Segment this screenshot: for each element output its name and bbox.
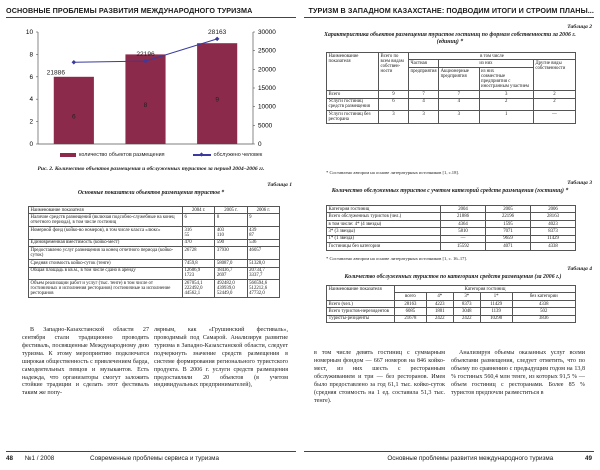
table4-row <box>327 300 576 307</box>
table1-body <box>29 214 280 298</box>
table2-cell: 3 <box>409 111 439 124</box>
paragraph: В Западно-Казахстанской области 27 сентября стали традиционно проводить фестиваль, посвященные Международному дню туризма. К этому мероприятию подключатся широкая общественность с привлечением барда, самодеятельных певцов и музыкантов. Есть надежда, что организаторы смогут заложить стойкие традиции и сделать этот фестиваль таким же попу- <box>22 327 149 397</box>
table4-subheader-cell: 4* <box>426 293 453 300</box>
table4-cell: 6085 <box>395 308 427 315</box>
table2-cell: 3 <box>479 91 533 98</box>
table4-cell: 3836 <box>512 315 575 322</box>
table3-title: Количество обслуженных туристов с учетом категорий средств размещения (гостиниц) * <box>331 188 569 194</box>
table3-note: * Составлено автором на основе литературных источников [1, с. 16–17]. <box>326 256 468 261</box>
bar <box>197 43 237 144</box>
table3-cell: 4338 <box>531 243 576 250</box>
table4-cell: 3048 <box>453 308 480 315</box>
table4-cell: Всего (чел.) <box>327 300 395 307</box>
line-label: 22196 <box>136 51 155 59</box>
table2-col-total: Всего по всем видам собствен-ности <box>379 53 409 91</box>
table2-cell: 2 <box>479 98 533 111</box>
table2-sub-private-ent: предприятия <box>409 67 439 90</box>
right-tick-label: 5000 <box>258 122 273 130</box>
table3-cell: Гостиницы без категории <box>327 243 441 250</box>
line-label: 21886 <box>46 69 66 77</box>
header-rule <box>304 17 594 18</box>
table1-cell: Объем реализации работ и услуг (тыс. тенге) в том числе от гостиничных и исполнения ресторанов) гостиничные за исполнение ресторанов <box>29 280 183 298</box>
footer <box>387 455 592 462</box>
table4-cell: 21678 <box>395 315 427 322</box>
table2-row <box>327 91 576 98</box>
left-tick-label: 6 <box>29 73 33 81</box>
table2-cell: 2 <box>533 98 575 111</box>
table4-cell: 11429 <box>480 300 512 307</box>
table4-cell: 10290 <box>480 315 512 322</box>
legend-label-bars: количество объектов размещения <box>79 152 165 158</box>
table2-cell: 7 <box>439 91 479 98</box>
table3 <box>326 205 576 251</box>
table1-cell: 18436,7 2697 <box>215 267 247 280</box>
table2-cell: 6 <box>379 98 409 111</box>
text-column-1 <box>22 327 149 398</box>
table2-sub-from2: из них <box>481 68 495 74</box>
table2-cell: Услуги гостиниц средств размещения <box>327 98 379 111</box>
table3-cell: — <box>441 235 486 242</box>
table1-cell: Наличие средств размещений (включая подсобно-служебные на конец отчетного периода), в том числе гостиниц <box>29 214 183 227</box>
bar-label: 8 <box>143 102 148 110</box>
table4-cell: 28163 <box>395 300 427 307</box>
chart-legend <box>60 152 262 158</box>
table2-title: Характеристика объектов размещения туристов гостиниц по формам собственности за 2006 г. (единиц) * <box>324 32 576 45</box>
table2-sub-mixed-group <box>479 67 533 90</box>
left-tick-label: 0 <box>29 141 33 148</box>
running-head: ТУРИЗМ В ЗАПАДНОМ КАЗАХСТАНЕ: ПОДВОДИМ ИТОГИ И СТРОИМ ПЛАНЫ... <box>308 6 594 15</box>
table2-sub-other: Другие виды собственности <box>533 60 575 91</box>
table1-cell: 492482,0 439939,0 52449,0 <box>215 280 247 298</box>
table1-row <box>29 214 280 227</box>
table4-subheader-cell: 3* <box>453 293 480 300</box>
table2-cell: 9 <box>379 91 409 98</box>
page-number: 49 <box>584 455 592 462</box>
table1-header-cell: Наименование показателя <box>29 207 183 214</box>
table4-col-name: Наименование показателя <box>327 286 395 301</box>
table4-row <box>327 308 576 315</box>
table3-row <box>327 220 576 227</box>
table2-cell: 4 <box>409 98 439 111</box>
table4-cell: 2422 <box>426 315 453 322</box>
table2-sub-private: Частная <box>409 60 439 67</box>
table2-header-row <box>327 53 576 60</box>
table4-cell: 1139 <box>480 308 512 315</box>
right-tick-label: 10000 <box>258 103 276 111</box>
table3-cell: 28163 <box>531 213 576 220</box>
text-column-2 <box>451 350 585 398</box>
figure-caption: Рис. 2. Количество объектов размещения и обслуженных туристов за период 2004–2006 гг. <box>37 166 265 172</box>
right-tick-label: 25000 <box>258 47 276 55</box>
table4-cell: Всего туристов-нерезидентов <box>327 308 395 315</box>
table4-subheader-cell: всего <box>395 293 427 300</box>
bar-label: 9 <box>215 96 220 104</box>
table1-row <box>29 280 280 298</box>
paragraph: Анализируя объемы оказанных услуг всеми объектами размещения, следует отметить, что по объему по сравнению с предыдущим годом на 13,8 % гостиных 560,4 млн тенге, из которых 91,5 % — объем гостиниц с ресторанами. Более 85 % туристов предпочли разместиться в <box>451 350 585 396</box>
table3-cell: 9659 <box>486 235 531 242</box>
table3-header-cell: 2006 <box>531 206 576 213</box>
table2-note: * Составлено автором на основе литературных источников [1, с.18]. <box>326 170 460 175</box>
table1-header-cell: 2004 г. <box>183 207 215 214</box>
table3-row <box>327 213 576 220</box>
running-head: ОСНОВНЫЕ ПРОБЛЕМЫ РАЗВИТИЯ МЕЖДУНАРОДНОГО ТУРИЗМА <box>6 6 253 15</box>
table2-sub-mixed: совместные предприятия с иностранным участием <box>481 73 529 90</box>
left-tick-label: 4 <box>29 96 33 104</box>
left-tick-label: 2 <box>29 118 33 126</box>
table3-number: Таблица 3 <box>567 180 592 186</box>
table4-cell: 502 <box>512 308 575 315</box>
right-tick-label: 0 <box>258 141 262 148</box>
table3-cell: 22196 <box>486 213 531 220</box>
table4-cell: 8373 <box>453 300 480 307</box>
table1-row <box>29 247 280 260</box>
table1-cell: 37930 <box>215 247 247 260</box>
table2-cell: 3 <box>379 111 409 124</box>
table1-cell: Единовременная вместимость (койко-мест) <box>29 239 183 246</box>
paragraph: в том числе девять гостиниц с суммарным номерным фондом — 667 номеров на 846 койко-мест, из них шесть с ресторанным обслуживанием и три — без ресторанов. Имея было предоставлено за год 61,1 тыс. койко-суток (средняя стоимость на 1 ед. составила 51,3 тыс. тенге). <box>314 350 445 404</box>
journal-name: Основные проблемы развития международного туризма <box>387 455 554 462</box>
table2-col-name: Наименование показателя <box>327 53 379 91</box>
table4-col-cat: Категория гостиниц <box>395 286 576 293</box>
table1-cell: 536 <box>247 239 279 246</box>
table3-cell: 4023 <box>531 220 576 227</box>
table2-cell: Всего <box>327 91 379 98</box>
table4-number: Таблица 4 <box>567 266 592 272</box>
table3-cell: 21886 <box>441 213 486 220</box>
table1-header-cell: 2005 г. <box>215 207 247 214</box>
table1-cell: 590 <box>215 239 247 246</box>
table4-row <box>327 315 576 322</box>
table1-row <box>29 260 280 267</box>
table3-cell: 5810 <box>441 228 486 235</box>
page-number: 48 <box>6 455 14 462</box>
left-tick-label: 8 <box>29 51 33 59</box>
table2-col-incl: в том числе <box>409 53 576 60</box>
table1 <box>28 206 280 298</box>
table3-cell: 1* (1 звезда) <box>327 235 441 242</box>
table2-cell: 4 <box>439 98 479 111</box>
table2-number: Таблица 2 <box>567 24 592 30</box>
table1-row <box>29 239 280 246</box>
table1-cell: 470 <box>183 239 215 246</box>
table3-cell: Всего обслуженных туристов (чел.) <box>327 213 441 220</box>
text-column-2 <box>154 327 288 390</box>
table1-cell: 26728 <box>183 247 215 260</box>
table1-header-cell: 2006 г. <box>247 207 279 214</box>
table4-header-row <box>327 286 576 293</box>
table4-subheader-cell: без категории <box>512 293 575 300</box>
table2-cell: Услуги гостиниц без ресторана <box>327 111 379 124</box>
table2-cell: 2 <box>533 91 575 98</box>
table2-sub-joint: Акционерные предприятия <box>439 67 479 90</box>
table1-cell: 58087,0 <box>215 260 247 267</box>
table4-subheader-cell: 1* <box>480 293 512 300</box>
line-point <box>72 60 77 65</box>
journal-name: Современные проблемы сервиса и туризма <box>90 455 219 462</box>
legend-label-line: обслужено человек <box>213 152 263 158</box>
table4-cell: 1801 <box>426 308 453 315</box>
issue-number: №1 / 2008 <box>24 455 55 462</box>
table1-number: Таблица 1 <box>267 182 292 188</box>
legend-item-bars <box>60 152 165 158</box>
table3-header-cell: 2004 <box>441 206 486 213</box>
table1-cell: 8 <box>215 214 247 227</box>
footer-rule <box>6 451 296 452</box>
table3-cell: 8373 <box>531 228 576 235</box>
table3-body <box>327 213 576 250</box>
table2-cell: 7 <box>409 91 439 98</box>
table3-header-row <box>327 206 576 213</box>
figure-chart <box>8 24 293 150</box>
table4-cell: 2422 <box>453 315 480 322</box>
table2-sub-from: из них <box>439 60 534 67</box>
table1-cell: 46057 <box>247 247 279 260</box>
table1-row <box>29 267 280 280</box>
table1-cell: Предоставлено услуг размещения за конец отчетного периода (койко-суток) <box>29 247 183 260</box>
table3-header-cell: 2005 <box>486 206 531 213</box>
text-column-1 <box>314 350 445 405</box>
table2 <box>326 52 576 124</box>
table1-header-row <box>29 207 280 214</box>
table2-row <box>327 111 576 124</box>
table4 <box>326 285 576 323</box>
line-point <box>215 37 220 42</box>
table1-cell: 566594,6 512212,6 47732,0 <box>247 280 279 298</box>
table3-cell: 15592 <box>441 243 486 250</box>
table1-cell: Средняя стоимость койко-суток (тенге) <box>29 260 183 267</box>
table1-cell: 12606,9 1723 <box>183 267 215 280</box>
table3-cell: 1595 <box>486 220 531 227</box>
bar <box>125 54 165 144</box>
table3-cell: в том числе: 4* (4 звезды) <box>327 220 441 227</box>
footer-rule <box>304 451 594 452</box>
table1-cell: 9 <box>247 214 279 227</box>
paragraph: лярным, как «Грушинский фестиваль», проводимый под Самарой. Анализируя развитие туризма в Западно-Казахстанской области, следует подчеркнуть значение средств размещения в системе формирования регионального туристского продукта. В 2006 г. услуги средств размещения предоставляли 20 объектов (в учетом индивидуальных предпринимателей), <box>154 327 288 389</box>
table4-cell: Туристы-резиденты <box>327 315 395 322</box>
table2-cell: 3 <box>439 111 479 124</box>
table1-cell: 6 <box>183 214 215 227</box>
table3-cell: 3* (3 звезды) <box>327 228 441 235</box>
table1-cell: 403 110 <box>215 227 247 240</box>
table1-cell: 267054,1 222492,0 44562,1 <box>183 280 215 298</box>
table3-cell: 11429 <box>531 235 576 242</box>
table3-cell: 4364 <box>441 220 486 227</box>
table4-cell: 4223 <box>426 300 453 307</box>
legend-swatch-line <box>193 154 211 155</box>
table3-row <box>327 243 576 250</box>
table4-body <box>327 300 576 322</box>
table2-row <box>327 98 576 111</box>
table2-body <box>327 91 576 124</box>
table4-title: Количество обслуженных туристов по категориям средств размещения (за 2006 г.) <box>344 274 562 280</box>
right-page <box>300 0 600 470</box>
table1-row <box>29 227 280 240</box>
table3-cell: 4071 <box>486 243 531 250</box>
table1-cell: 51328,0 <box>247 260 279 267</box>
bar-label: 6 <box>71 113 76 121</box>
left-tick-label: 10 <box>25 29 33 36</box>
legend-swatch-bar <box>60 153 76 157</box>
table1-cell: Номерной фонд (койко-во номеров), в том числе класса «люкс» <box>29 227 183 240</box>
table1-cell: 7459,8 <box>183 260 215 267</box>
table2-cell: — <box>533 111 575 124</box>
table4-cell: 4338 <box>512 300 575 307</box>
table3-cell: 7071 <box>486 228 531 235</box>
right-tick-label: 30000 <box>258 29 276 36</box>
bar <box>54 77 94 144</box>
table1-cell: 439 87 <box>247 227 279 240</box>
legend-item-line <box>193 152 263 158</box>
table1-title: Основные показатели объектов размещения туристов * <box>77 190 225 196</box>
table3-row <box>327 235 576 242</box>
table1-cell: 20734,7 3337,7 <box>247 267 279 280</box>
right-tick-label: 15000 <box>258 85 276 92</box>
table3-header-cell: Категория гостиниц <box>327 206 441 213</box>
footer <box>6 455 219 462</box>
table1-cell: 316 55 <box>183 227 215 240</box>
table3-row <box>327 228 576 235</box>
line-label: 28163 <box>207 28 227 36</box>
table2-cell: 1 <box>479 111 533 124</box>
header-rule <box>6 17 296 18</box>
table1-cell: Общая площадь в кв.м., в том числе сдано в аренду <box>29 267 183 280</box>
right-tick-label: 20000 <box>258 66 276 74</box>
